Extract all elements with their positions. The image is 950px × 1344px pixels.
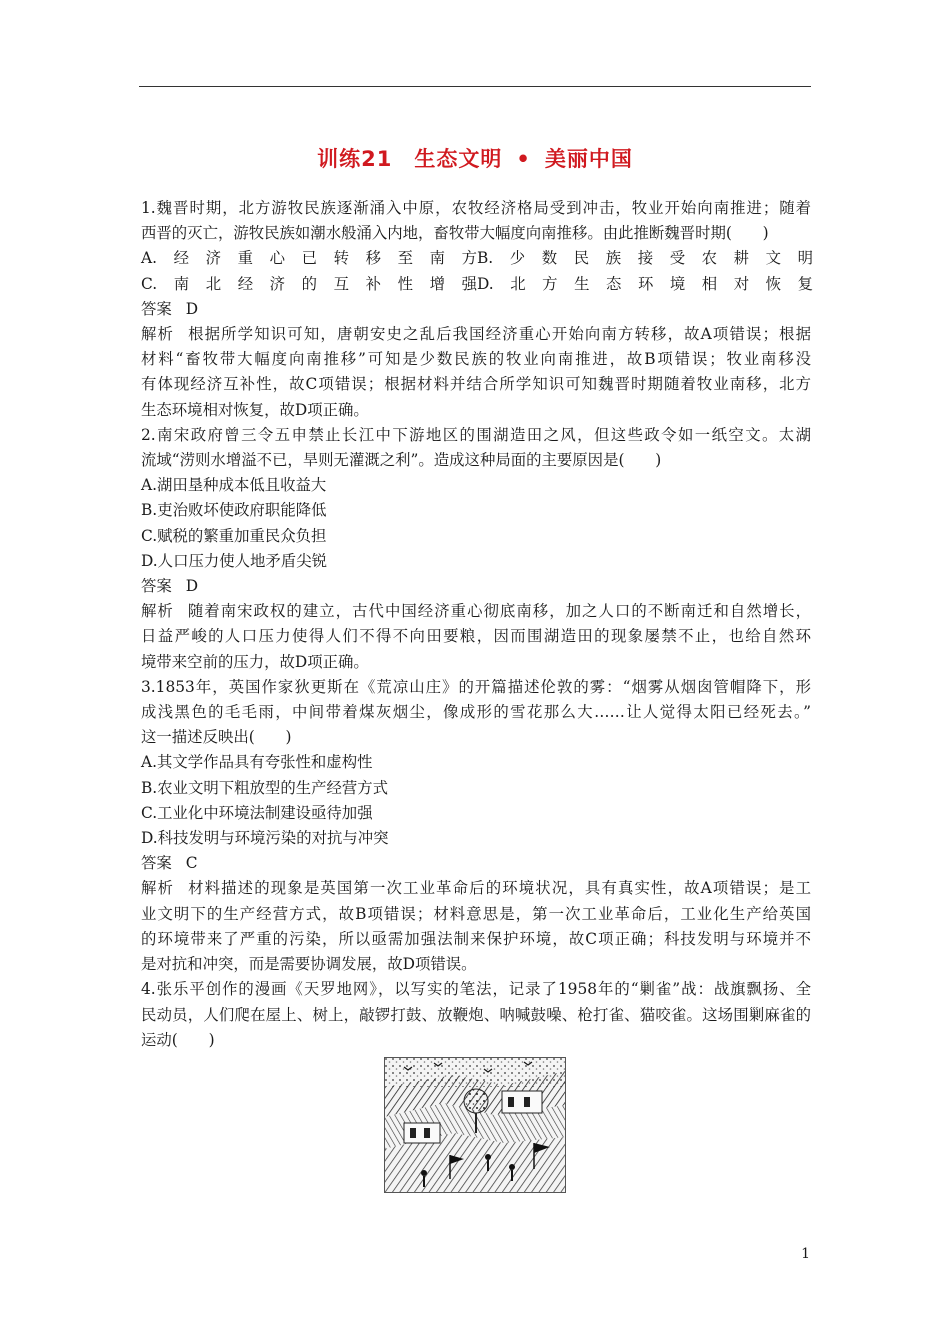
analysis-text: 材料描述的现象是英国第一次工业革命后的环境状况，具有真实性，故A项错误；是工	[188, 879, 811, 898]
q2-analysis-line	[141, 599, 811, 624]
q1-option-c[interactable]: C.南北经济的互补性增强	[141, 274, 477, 293]
title-right: 美丽中国	[544, 147, 633, 171]
q3-analysis-line: 是对抗和冲突，而是需要协调发展，故D项错误。	[141, 955, 477, 974]
q1-option-d[interactable]: D.北方生态环境相对恢复	[477, 274, 813, 293]
analysis-text: 根据所学知识可知，唐朝安史之乱后我国经济重心开始向南方转移，故A项错误；根据	[188, 325, 811, 344]
cartoon-illustration	[384, 1057, 566, 1193]
q2-analysis-line: 境带来空前的压力，故D项正确。	[141, 652, 369, 671]
q1-option-a[interactable]: A.经济重心已转移至南方	[141, 249, 477, 268]
answer-label: 答案	[141, 854, 172, 873]
analysis-label: 解析	[141, 325, 175, 344]
q3-analysis-line	[141, 876, 811, 901]
top-rule	[139, 86, 811, 87]
q1-answer	[141, 297, 811, 322]
q1-stem-line: 1.魏晋时期，北方游牧民族逐渐涌入中原，农牧经济格局受到冲击，牧业开始向南推进；随着	[141, 199, 811, 217]
q1-options-row	[141, 272, 811, 297]
question-2	[141, 423, 811, 675]
title-left: 训练21 生态文明	[317, 147, 503, 171]
question-list	[141, 196, 811, 1053]
answer-label: 答案	[141, 299, 172, 318]
question-3	[141, 675, 811, 977]
q2-option-a[interactable]: A.湖田垦种成本低且收益大	[141, 476, 327, 495]
title-dot: •	[516, 147, 531, 171]
question-1	[141, 196, 811, 423]
answer-label: 答案	[141, 577, 172, 596]
question-4	[141, 977, 811, 1053]
q2-option-d[interactable]: D.人口压力使人地矛盾尖锐	[141, 551, 327, 570]
answer-value: D	[185, 577, 199, 596]
q1-analysis-line: 生态环境相对恢复，故D项正确。	[141, 400, 369, 419]
q2-stem-line: 流域“涝则水增溢不已，旱则无灌溉之利”。造成这种局面的主要原因是( )	[141, 451, 662, 470]
q3-option-d[interactable]: D.科技发明与环境污染的对抗与冲突	[141, 829, 389, 848]
q1-option-b[interactable]: B.少数民族接受农耕文明	[477, 249, 813, 268]
answer-value: D	[185, 299, 199, 318]
q4-stem-line: 民动员，人们爬在屋上、树上，敲锣打鼓、放鞭炮、呐喊鼓噪、枪打雀、猫咬雀。这场围剿麻雀的	[141, 1005, 811, 1024]
q2-stem-line: 2.南宋政府曾三令五申禁止长江中下游地区的围湖造田之风，但这些政令如一纸空文。太湖	[141, 425, 811, 444]
analysis-text: 随着南宋政权的建立，古代中国经济重心彻底南移，加之人口的不断南迁和自然增长，	[187, 602, 811, 621]
q1-options-row	[141, 246, 811, 271]
q3-stem-line: 成浅黑色的毛毛雨，中间带着煤灰烟尘，像成形的雪花那么大……让人觉得太阳已经死去。”	[141, 703, 811, 722]
q1-analysis-line: 有体现经济互补性，故C项错误；根据材料并结合所学知识可知魏晋时期随着牧业南移，北方	[141, 375, 811, 394]
q3-stem-line: 3.1853年，英国作家狄更斯在《荒凉山庄》的开篇描述伦敦的雾：“烟雾从烟囱管帽降下，形	[141, 677, 811, 696]
q2-analysis-line: 日益严峻的人口压力使得人们不得不向田要粮，因而围湖造田的现象屡禁不止，也给自然环	[141, 627, 811, 646]
q3-analysis-line: 的环境带来了严重的污染，所以亟需加强法制来保护环境，故C项正确；科技发明与环境并不	[141, 929, 811, 948]
analysis-label: 解析	[141, 879, 175, 898]
q2-option-b[interactable]: B.吏治败坏使政府职能降低	[141, 501, 327, 520]
q3-option-c[interactable]: C.工业化中环境法制建设亟待加强	[141, 803, 373, 822]
q3-analysis-line: 业文明下的生产经营方式，故B项错误；材料意思是，第一次工业革命后，工业化生产给英国	[141, 904, 811, 923]
q3-option-a[interactable]: A.其文学作品具有夸张性和虚构性	[141, 753, 373, 772]
q3-stem-line: 这一描述反映出( )	[141, 728, 292, 747]
q3-option-b[interactable]: B.农业文明下粗放型的生产经营方式	[141, 778, 389, 797]
analysis-label: 解析	[141, 602, 174, 621]
q1-stem-line: 西晋的灭亡，游牧民族如潮水般涌入内地，畜牧带大幅度向南推移。由此推断魏晋时期( )	[141, 224, 769, 243]
q4-stem-line: 4.张乐平创作的漫画《天罗地网》，以写实的笔法，记录了1958年的“剿雀”战：战旗飘扬、全	[141, 980, 811, 999]
page-number: 1	[801, 1246, 810, 1262]
q4-stem-line: 运动( )	[141, 1030, 215, 1049]
q2-option-c[interactable]: C.赋税的繁重加重民众负担	[141, 526, 327, 545]
q2-answer	[141, 574, 811, 599]
page-title	[139, 143, 811, 173]
q1-analysis-line	[141, 322, 811, 347]
answer-value: C	[185, 854, 198, 873]
q3-answer	[141, 851, 811, 876]
q1-analysis-line: 材料“畜牧带大幅度向南推移”可知是少数民族的牧业向南推进，故B项错误；牧业南移没	[141, 350, 811, 369]
